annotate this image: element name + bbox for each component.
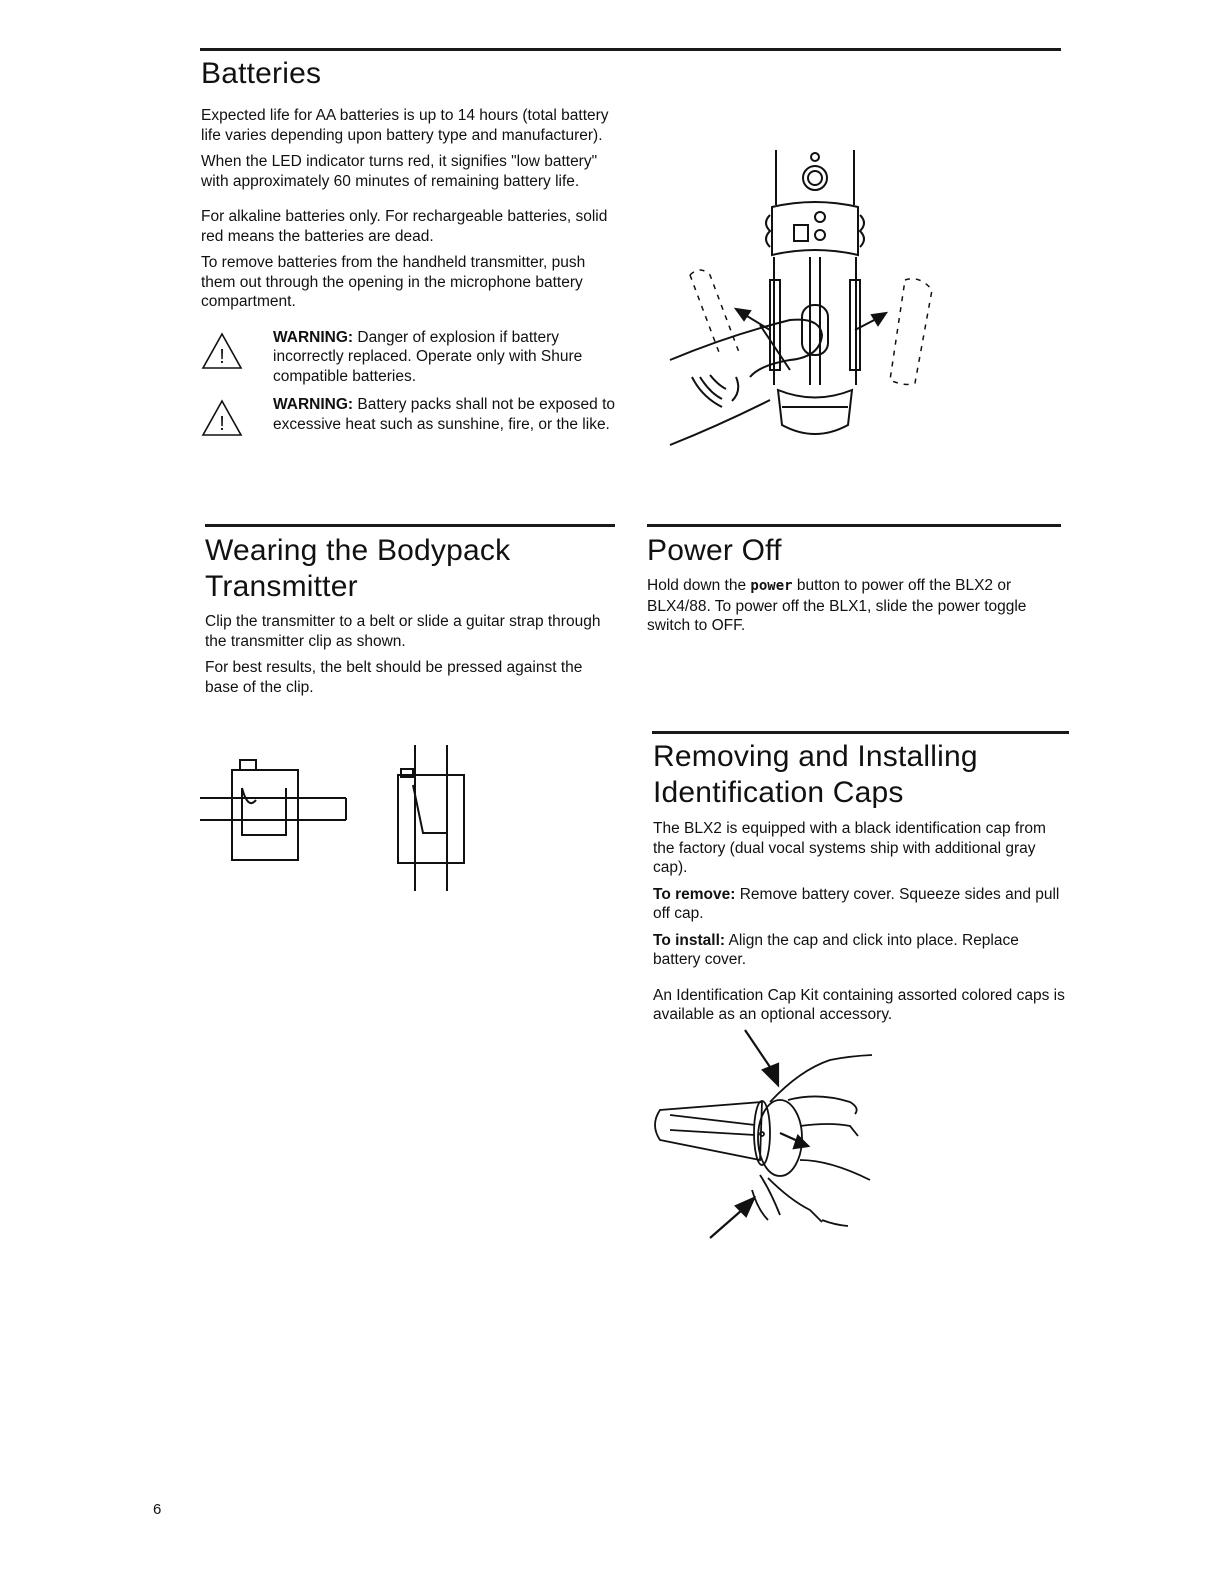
svg-text:!: ! — [219, 413, 225, 435]
warning-explosion — [201, 328, 621, 387]
warning-label: WARNING: — [273, 328, 354, 346]
wearing-p1: Clip the transmitter to a belt or slide a guitar strap through the transmitter clip as shown. — [205, 613, 601, 650]
wearing-heading-line1: Wearing the Bodypack — [205, 534, 511, 567]
wearing-p2: For best results, the belt should be pressed against the base of the clip. — [205, 659, 583, 696]
power-off-body — [647, 576, 1059, 643]
bodypack-belt-illustration — [200, 760, 350, 870]
caps-p1: The BLX2 is equipped with a black identification cap from the factory (dual vocal systems ship with additional gray cap). — [653, 820, 1046, 876]
caps-p2: An Identification Cap Kit containing assorted colored caps is available as an optional accessory. — [653, 986, 1065, 1023]
warning-heat-text — [273, 395, 621, 434]
caps-heading-line1: Removing and Installing — [653, 740, 978, 773]
batteries-p4: To remove batteries from the handheld transmitter, push them out through the opening in the microphone battery compartment. — [201, 254, 586, 310]
wearing-body — [205, 612, 617, 704]
batteries-heading: Batteries — [201, 57, 322, 90]
batteries-p3: For alkaline batteries only. For rechargeable batteries, solid red means the batteries are dead. — [201, 208, 608, 245]
warning-triangle-icon — [201, 328, 273, 375]
identification-cap-illustration — [650, 1030, 880, 1245]
warning-triangle-icon — [201, 395, 273, 442]
power-off-heading: Power Off — [647, 534, 782, 567]
caps-rule — [652, 731, 1069, 734]
caps-body — [653, 819, 1067, 1032]
warning-text: Danger of explosion if battery incorrectly replaced. Operate only with Shure compatible batteries. — [273, 328, 583, 385]
handheld-battery-illustration — [670, 145, 950, 455]
power-button-name: power — [750, 578, 793, 594]
power-off-rule — [647, 524, 1061, 527]
batteries-rule — [200, 48, 1061, 51]
bodypack-strap-illustration — [395, 745, 470, 893]
wearing-heading — [205, 533, 510, 605]
warning-label: WARNING: — [273, 396, 354, 413]
warning-heat — [201, 395, 621, 442]
caps-remove: To remove: Remove battery cover. Squeeze sides and pull off cap. — [653, 885, 1060, 922]
batteries-body — [201, 106, 621, 451]
caps-install: To install: Align the cap and click into place. Replace battery cover. — [653, 931, 1019, 968]
wearing-rule — [205, 524, 615, 527]
warning-text: Battery packs shall not be exposed to excessive heat such as sunshine, fire, or the like. — [273, 396, 616, 433]
caps-heading — [653, 739, 978, 811]
power-off-text: Hold down the power button to power off the BLX2 or BLX4/88. To power off the BLX1, slide the power toggle switch to OFF. — [647, 577, 1027, 634]
batteries-p2: When the LED indicator turns red, it signifies "low battery" with approximately 60 minutes of remaining battery life. — [201, 153, 598, 190]
caps-heading-line2: Identification Caps — [653, 776, 904, 809]
batteries-p1: Expected life for AA batteries is up to 14 hours (total battery life varies depending upon battery type and manufacturer). — [201, 107, 609, 144]
svg-text:!: ! — [219, 345, 225, 368]
page-number: 6 — [153, 1501, 162, 1518]
warning-explosion-text — [273, 328, 621, 387]
wearing-heading-line2: Transmitter — [205, 570, 358, 603]
